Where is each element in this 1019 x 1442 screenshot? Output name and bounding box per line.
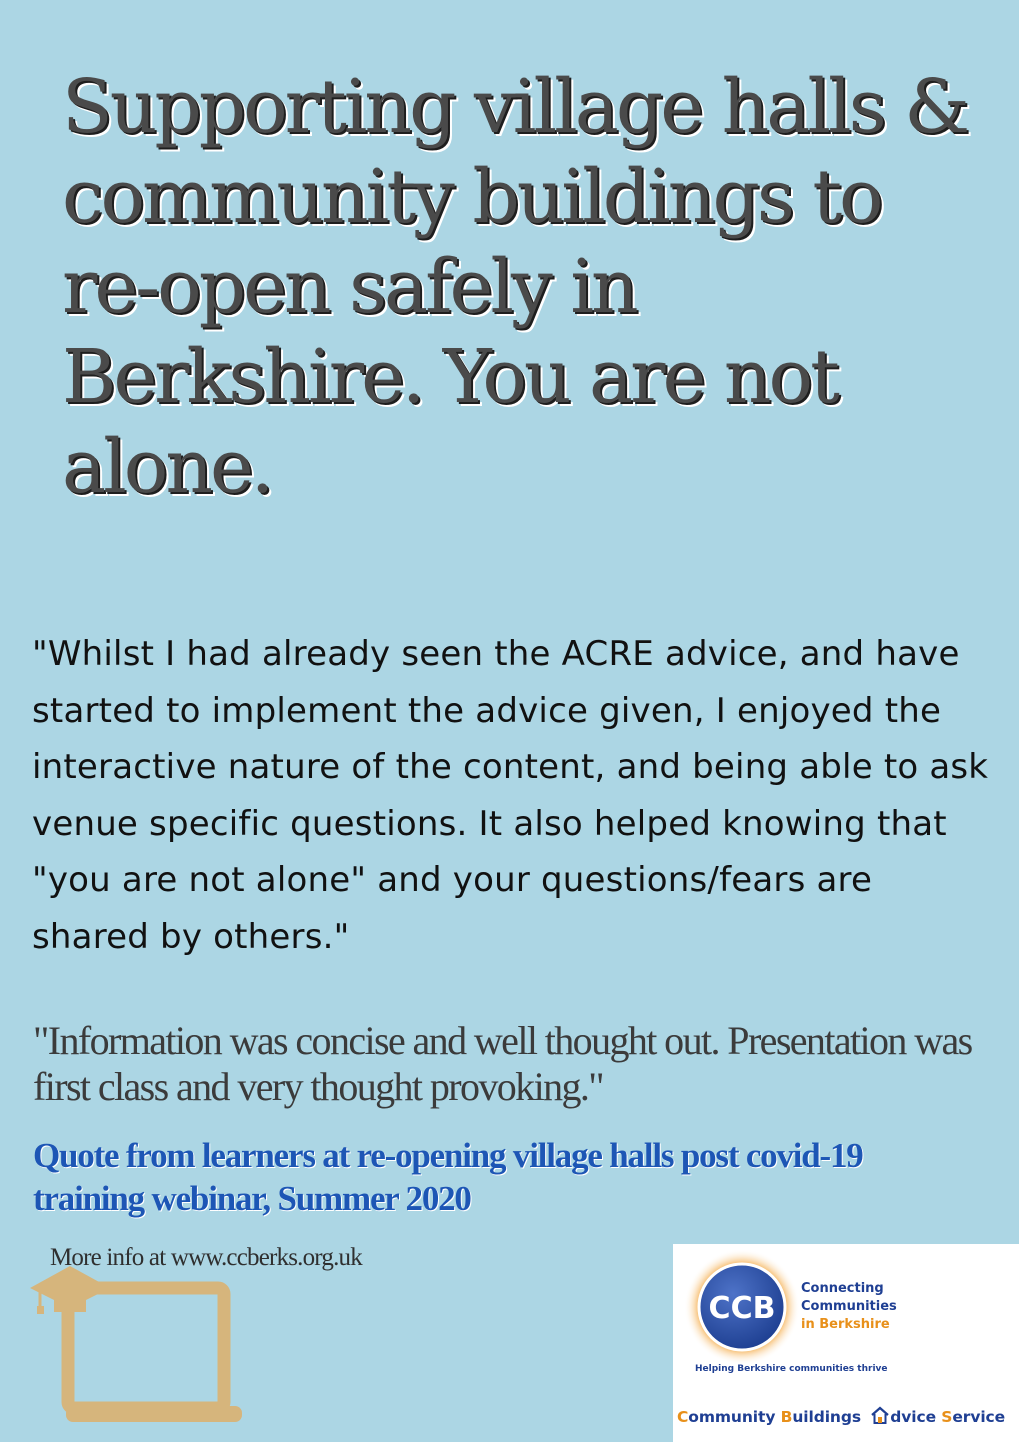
more-info-link[interactable]: More info at www.ccberks.org.uk: [50, 1244, 362, 1271]
testimonial-quote-primary: "Whilst I had already seen the ACRE advice, and have started to implement the advice given, I enjoyed the interactive nature of the content, and being able to ask venue specific questions. It also helped knowing that "you are not alone" and your questions/fears are shared by others.": [32, 634, 989, 957]
service-word-service: ervice: [952, 1408, 1006, 1426]
org-name: [801, 1280, 897, 1334]
headline: Supporting village halls & community buildings to re-open safely in Berkshire. You are not alone.: [62, 64, 968, 510]
org-name-line1: Connecting: [801, 1281, 884, 1296]
service-word-advice: dvice: [890, 1408, 942, 1426]
service-word-community: ommunity: [688, 1408, 781, 1426]
org-name-line2: Communities: [801, 1299, 897, 1314]
quote-attribution: Quote from learners at re-opening village halls post covid-19 training webinar, Summer 2020: [33, 1136, 863, 1218]
ccb-logo-card: [673, 1244, 1019, 1442]
ccb-badge-text: CCB: [708, 1291, 776, 1326]
org-tagline: Helping Berkshire communities thrive: [695, 1364, 888, 1374]
org-name-line3: in Berkshire: [801, 1317, 890, 1332]
service-initial-b: B: [780, 1408, 793, 1426]
testimonial-quote-secondary: "Information was concise and well thought out. Presentation was first class and very thought provoking.": [33, 1018, 972, 1109]
house-icon: [870, 1406, 890, 1424]
service-word-buildings: uildings: [792, 1408, 867, 1426]
laptop-graduation-cap-icon: [28, 1250, 248, 1425]
service-initial-c: C: [677, 1408, 689, 1426]
service-name: [677, 1406, 1017, 1426]
ccb-badge-icon: [683, 1248, 801, 1366]
service-initial-s: S: [941, 1408, 953, 1426]
